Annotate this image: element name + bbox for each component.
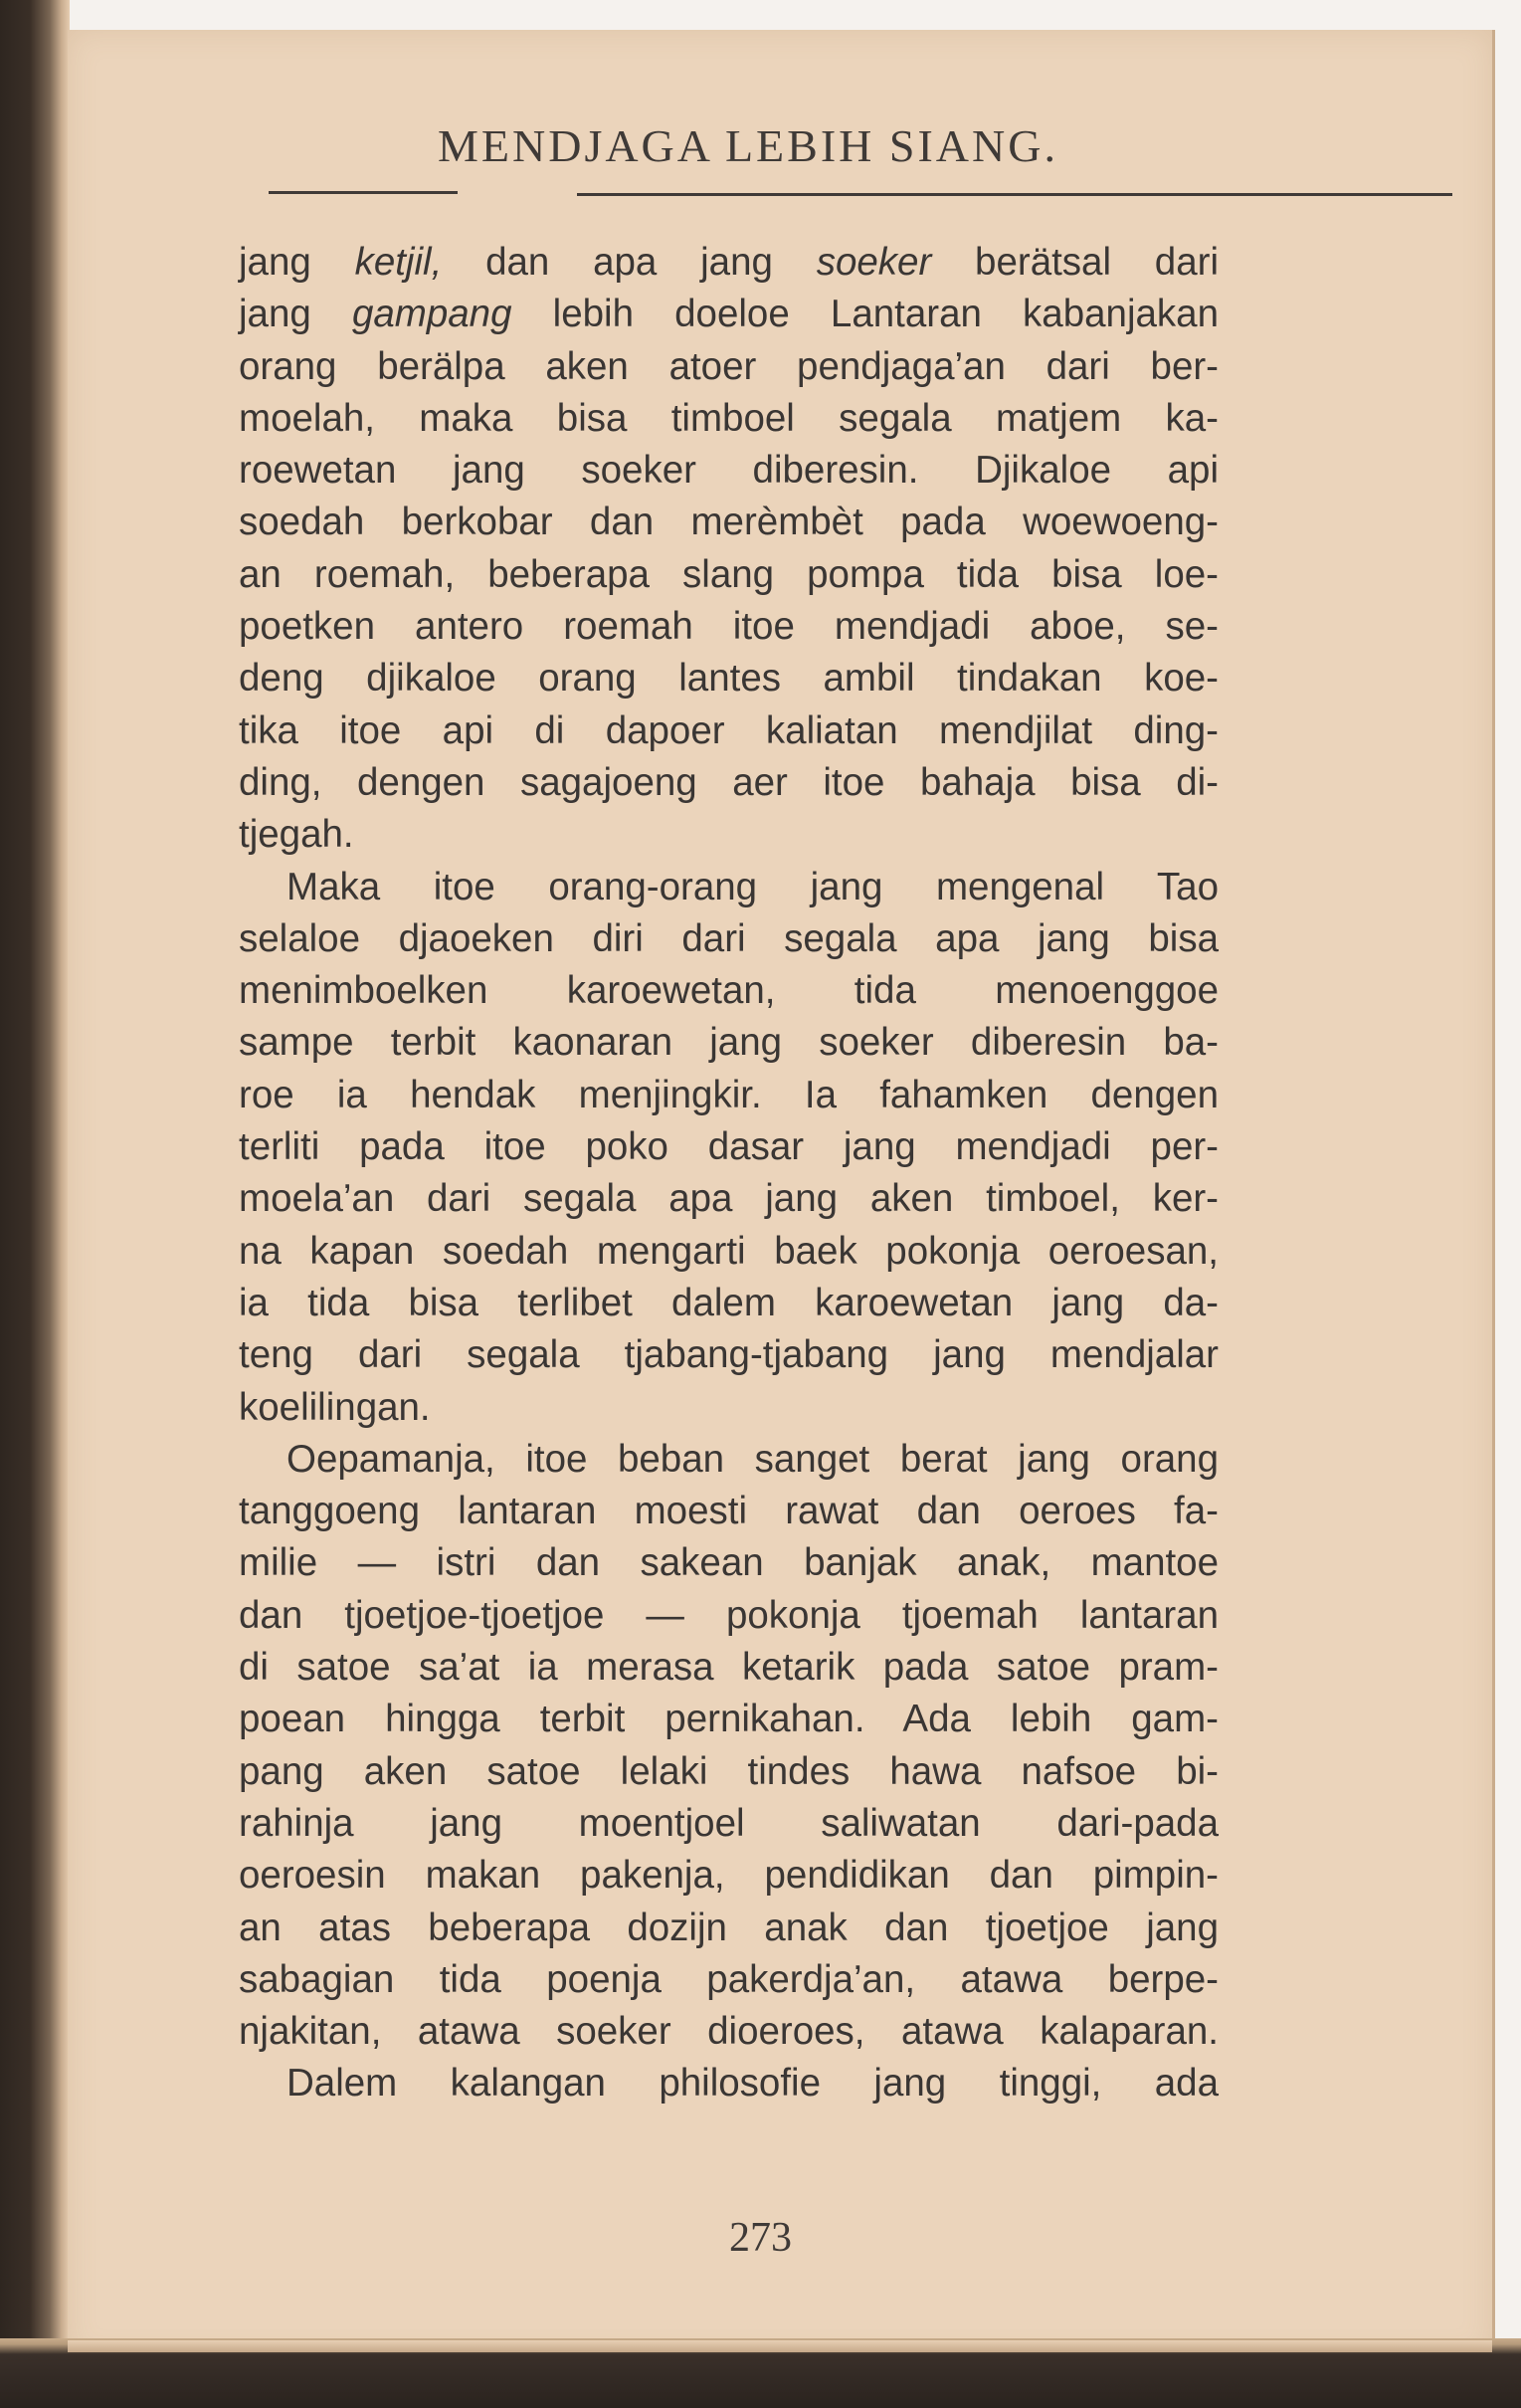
page-number: 273 <box>729 2215 792 2261</box>
text-line: soedah berkobar dan merèmbèt pada woewoeng- <box>239 501 1219 544</box>
text-line: teng dari segala tjabang-tjabang jang mendjalar <box>239 1333 1219 1377</box>
text-line: dan tjoetjoe-tjoetjoe — pokonja tjoemah lantaran <box>239 1593 1219 1637</box>
text-line: Oepamanja, itoe beban sanget berat jang orang <box>286 1437 1219 1481</box>
text-line: jang gampang lebih doeloe Lantaran kabanjakan <box>239 293 1219 336</box>
text-line: di satoe sa’at ia merasa ketarik pada satoe pram- <box>239 1646 1219 1690</box>
text-line: terliti pada itoe poko dasar jang mendjadi per- <box>239 1125 1219 1169</box>
text-line: sabagian tida poenja pakerdja’an, atawa berpe- <box>239 1957 1219 2001</box>
text-line: moela’an dari segala apa jang aken timboel, ker- <box>239 1177 1219 1221</box>
text-line: Dalem kalangan philosofie jang tinggi, ada <box>286 2062 1219 2106</box>
header-rule-right <box>577 193 1452 196</box>
text-line: deng djikaloe orang lantes ambil tindakan koe- <box>239 657 1219 701</box>
text-line: rahinja jang moentjoel saliwatan dari-pada <box>239 1801 1219 1845</box>
text-line: ia tida bisa terlibet dalem karoewetan jang da- <box>239 1281 1219 1324</box>
text-line: tika itoe api di dapoer kaliatan mendjilat ding- <box>239 708 1219 752</box>
text-line: milie — istri dan sakean banjak anak, mantoe <box>239 1541 1219 1585</box>
page-edge-strip <box>68 2340 1492 2352</box>
text-line: jang ketjil, dan apa jang soeker berätsal dari <box>239 241 1219 284</box>
text-line: poean hingga terbit pernikahan. Ada lebih gam- <box>239 1698 1219 1741</box>
text-line: koelilingan. <box>239 1385 431 1429</box>
text-line: na kapan soedah mengarti baek pokonja oeroesan, <box>239 1229 1219 1273</box>
text-line: roewetan jang soeker diberesin. Djikaloe api <box>239 449 1219 493</box>
text-line: poetken antero roemah itoe mendjadi aboe, se- <box>239 605 1219 649</box>
header-rule-left <box>269 191 458 194</box>
body-text <box>239 237 1219 2110</box>
book-binding <box>0 0 70 2408</box>
text-line: orang berälpa aken atoer pendjaga’an dari ber- <box>239 344 1219 388</box>
text-line: tjegah. <box>239 813 354 857</box>
text-line: ding, dengen sagajoeng aer itoe bahaja bisa di- <box>239 760 1219 804</box>
text-line: selaloe djaoeken diri dari segala apa jang bisa <box>239 916 1219 960</box>
text-line: njakitan, atawa soeker dioeroes, atawa kalaparan. <box>239 2010 1219 2054</box>
text-line: tanggoeng lantaran moesti rawat dan oeroes fa- <box>239 1490 1219 1533</box>
running-title: MENDJAGA LEBIH SIANG. <box>438 120 1058 171</box>
text-line: an atas beberapa dozijn anak dan tjoetjoe jang <box>239 1906 1219 1949</box>
running-header <box>239 119 1234 199</box>
text-line: oeroesin makan pakenja, pendidikan dan pimpin- <box>239 1854 1219 1898</box>
text-line: moelah, maka bisa timboel segala matjem ka- <box>239 396 1219 440</box>
text-line: sampe terbit kaonaran jang soeker diberesin ba- <box>239 1021 1219 1065</box>
text-line: roe ia hendak menjingkir. Ia fahamken dengen <box>239 1073 1219 1116</box>
text-line: menimboelken karoewetan, tida menoenggoe <box>239 969 1219 1013</box>
text-line: Maka itoe orang-orang jang mengenal Tao <box>286 865 1219 908</box>
text-line: pang aken satoe lelaki tindes hawa nafsoe bi- <box>239 1749 1219 1793</box>
text-line: an roemah, beberapa slang pompa tida bisa loe- <box>239 552 1219 596</box>
